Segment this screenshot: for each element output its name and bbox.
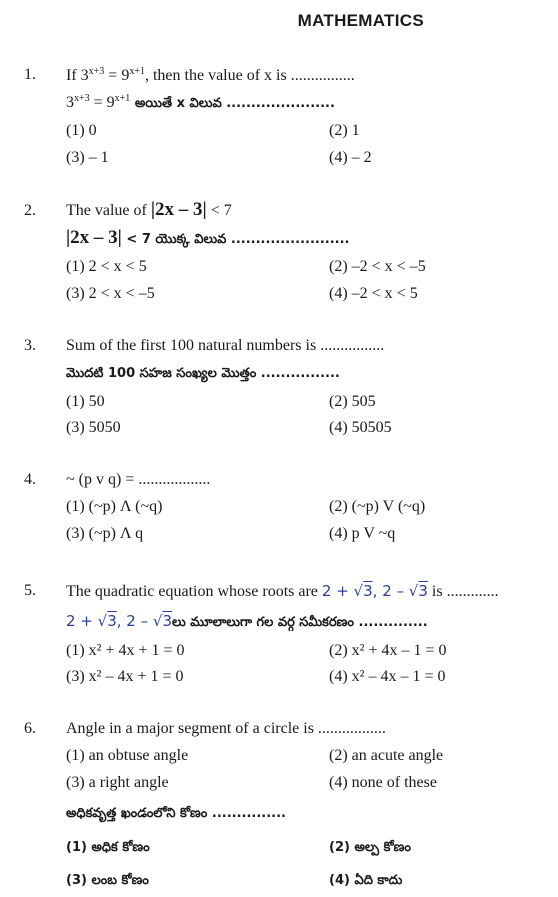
question-text-english: If $3^{x+3} = 9^{x+1}$, then the value of x is ................ [66, 66, 355, 84]
option-1-telugu[interactable]: (1) అధిక కోణం [66, 840, 150, 855]
question-number: 2. [24, 202, 36, 219]
question-text-english: The value of |2x – 3| < 7 [66, 199, 232, 220]
option-3[interactable]: (3) x² – 4x + 1 = 0 [66, 668, 184, 685]
option-2[interactable]: (2) x² + 4x – 1 = 0 [329, 642, 447, 659]
question-text-english: The quadratic equation whose roots are 2 + √3, 2 – √3 is ............. [66, 582, 499, 600]
question-text-english: Angle in a major segment of a circle is ................. [66, 720, 386, 737]
option-1[interactable]: (1) 0 [66, 122, 97, 139]
roots-expression: 2 + √3, 2 – √3 [66, 612, 172, 630]
option-4[interactable]: (4) – 2 [329, 149, 372, 166]
option-4[interactable]: (4) –2 < x < 5 [329, 285, 418, 302]
question-number: 3. [24, 337, 36, 354]
option-3[interactable]: (3) 5050 [66, 419, 121, 436]
question-text-english: Sum of the first 100 natural numbers is ................ [66, 337, 385, 354]
option-1[interactable]: (1) an obtuse angle [66, 747, 189, 764]
question-text-telugu: $3^{x+3} = 9^{x+1}$ అయితే x విలువ ...................... [66, 93, 335, 111]
question-text-telugu: 2 + √3, 2 – √3లు మూలాలుగా గల వర్గ సమీకరణం .............. [66, 612, 428, 630]
option-4[interactable]: (4) none of these [329, 774, 437, 791]
option-3-telugu[interactable]: (3) లంబ కోణం [66, 873, 149, 888]
option-2[interactable]: (2) 505 [329, 393, 376, 410]
option-1[interactable]: (1) x² + 4x + 1 = 0 [66, 642, 185, 659]
option-4[interactable]: (4) 50505 [329, 419, 392, 436]
option-4[interactable]: (4) x² – 4x – 1 = 0 [329, 668, 446, 685]
question-text-telugu: అధికవృత్త ఖండంలోని కోణం ............... [66, 806, 286, 821]
page-title: MATHEMATICS [297, 11, 424, 30]
option-2[interactable]: (2) an acute angle [329, 747, 444, 764]
option-2-telugu[interactable]: (2) అల్ప కోణం [329, 840, 411, 855]
question-number: 1. [24, 66, 36, 83]
option-4[interactable]: (4) p V ~q [329, 525, 396, 542]
question-number: 4. [24, 471, 36, 488]
option-3[interactable]: (3) 2 < x < –5 [66, 285, 155, 302]
option-2[interactable]: (2) –2 < x < –5 [329, 258, 426, 275]
option-3[interactable]: (3) a right angle [66, 774, 169, 791]
option-4-telugu[interactable]: (4) ఏది కాదు [329, 873, 403, 888]
question-text-telugu: మొదటి 100 సహజ సంఖ్యల మొత్తం ................ [66, 366, 340, 381]
option-3[interactable]: (3) (~p) Λ q [66, 525, 144, 542]
roots-expression: 2 + √3, 2 – √3 [321, 582, 428, 600]
question-text-telugu: |2x – 3| < 7 యొక్క విలువ ........................ [66, 227, 350, 248]
option-1[interactable]: (1) 50 [66, 393, 105, 410]
option-1[interactable]: (1) (~p) Λ (~q) [66, 498, 163, 515]
option-2[interactable]: (2) (~p) V (~q) [329, 498, 426, 515]
question-number: 6. [24, 720, 36, 737]
option-2[interactable]: (2) 1 [329, 122, 360, 139]
question-number: 5. [24, 582, 36, 599]
question-text-english: ~ (p v q) = .................. [66, 471, 211, 488]
option-3[interactable]: (3) – 1 [66, 149, 109, 166]
option-1[interactable]: (1) 2 < x < 5 [66, 258, 147, 275]
